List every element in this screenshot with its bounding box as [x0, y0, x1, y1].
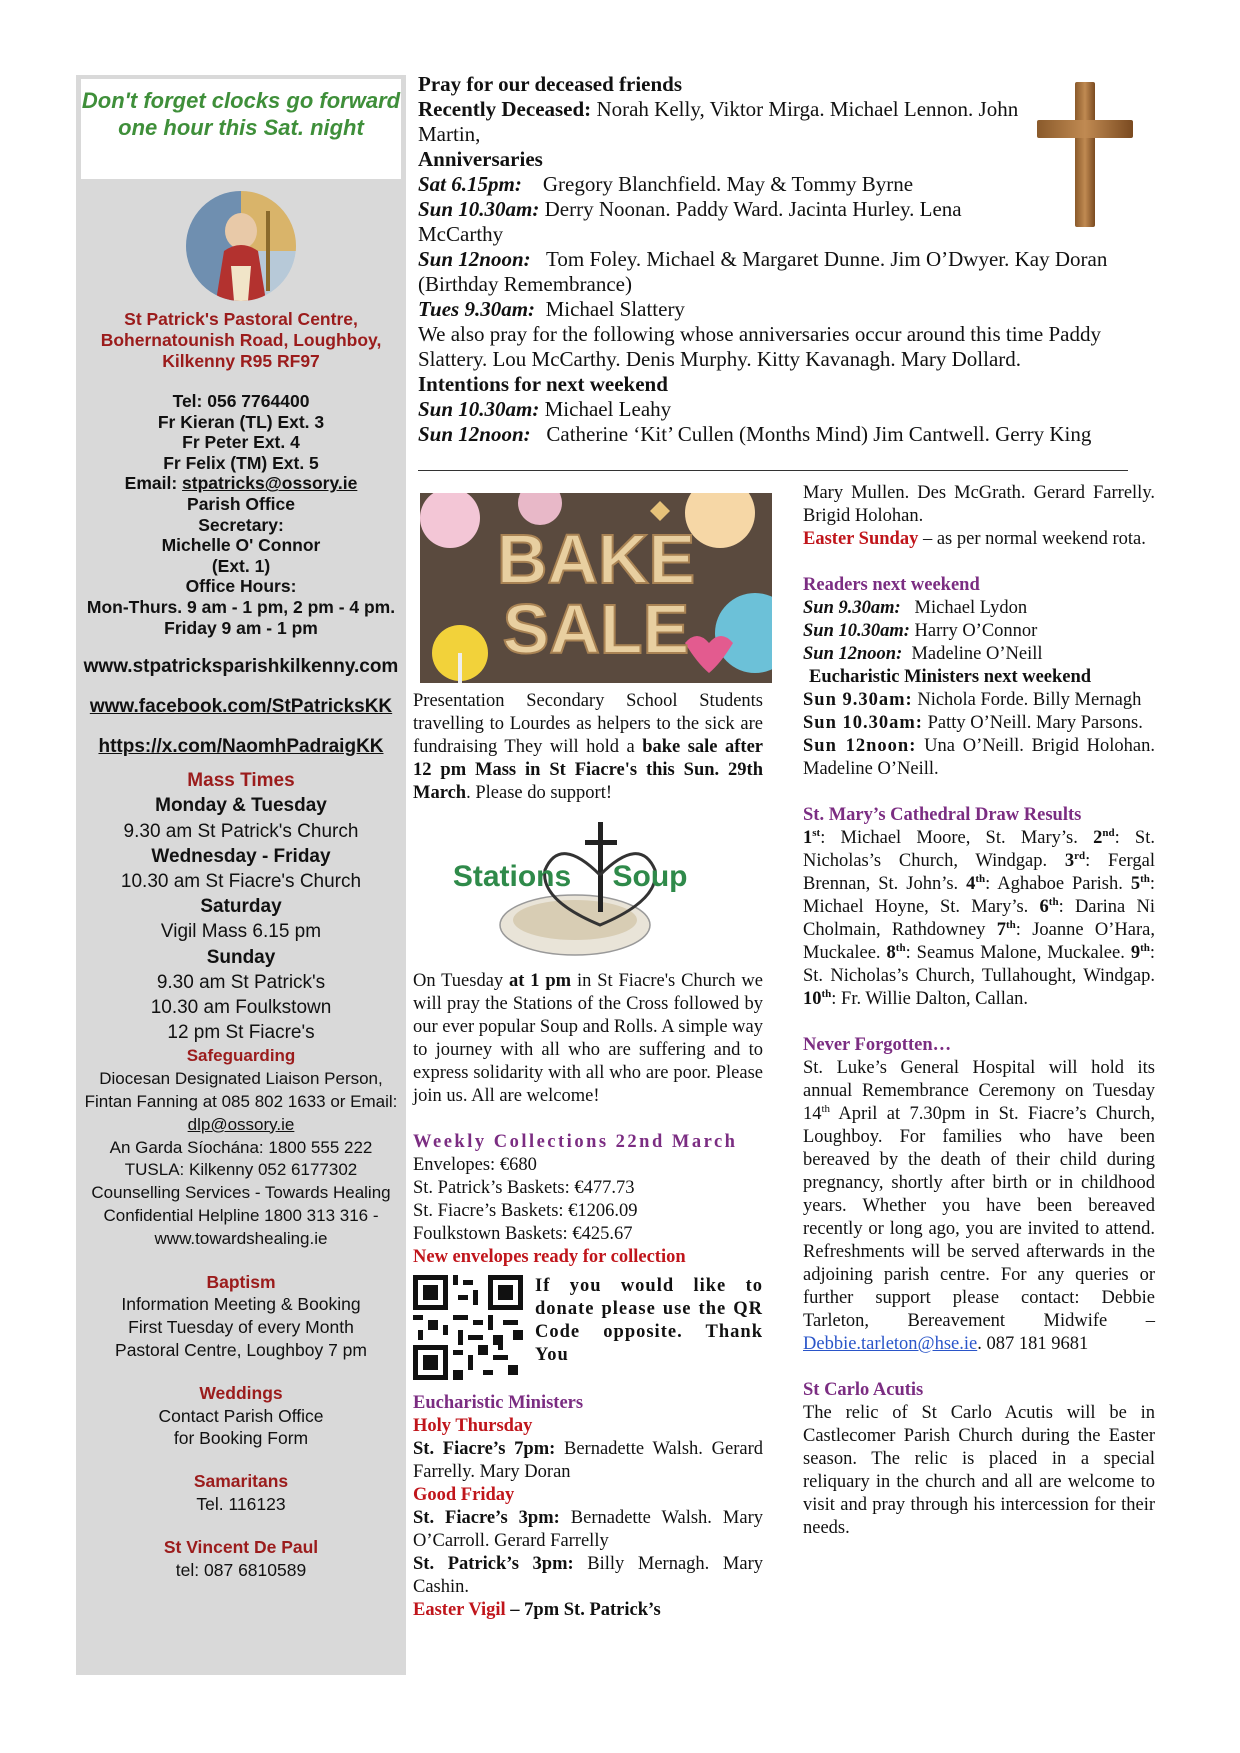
weddings-line: for Booking Form — [173, 1428, 309, 1449]
collection-line: Envelopes: €680 — [413, 1155, 537, 1175]
reader-entry: Sun 9.30am: Michael Lydon — [803, 598, 1028, 618]
holy-thursday-rota: St. Fiacre’s 7pm: Bernadette Walsh. Gerard Farrelly. Mary Doran — [413, 1439, 763, 1482]
bake-word: BAKE — [496, 520, 696, 598]
reader-entry: Sun 12noon: Madeline O’Neill — [803, 644, 1043, 664]
office-line: Michelle O' Connor — [161, 535, 321, 556]
mass-time: 10.30 am Foulkstown — [150, 996, 332, 1018]
em-title: Eucharistic Ministers — [413, 1393, 584, 1413]
deceased-heading: Pray for our deceased friends — [418, 72, 683, 96]
mass-day: Wednesday - Friday — [151, 845, 331, 867]
baptism-line: Pastoral Centre, Loughboy 7 pm — [115, 1339, 367, 1360]
helpline: www.towardshealing.ie — [154, 1228, 328, 1248]
right-column — [803, 482, 1155, 1540]
also-pray-text: We also pray for the following whose anniversaries occur around this time Paddy Slattery. Lou McCarthy. Denis Murphy. Kitty Kavanagh. Mary Dollard. — [418, 322, 1101, 371]
mass-time: 9.30 am St Patrick's Church — [123, 820, 359, 842]
weddings-line: Contact Parish Office — [158, 1405, 324, 1426]
bake-sale-image — [420, 493, 772, 683]
mass-time: 9.30 am St Patrick's — [156, 971, 326, 993]
office-line: Mon-Thurs. 9 am - 1 pm, 2 pm - 4 pm. — [86, 596, 396, 617]
draw-entry: 9th: St. Nicholas’s Church, Tullahought, Windgap. — [803, 941, 1155, 986]
sale-word: SALE — [502, 590, 690, 668]
anniversaries-title: Anniversaries — [418, 147, 543, 171]
soup-word: Soup — [612, 860, 688, 893]
facebook-link[interactable]: www.facebook.com/StPatricksKK — [89, 696, 393, 718]
never-forgotten-title: Never Forgotten… — [803, 1035, 952, 1055]
office-line: Friday 9 am - 1 pm — [164, 617, 318, 638]
never-forgotten-text: St. Luke’s General Hospital will hold its annual Remembrance Ceremony on Tuesday 14th April at 7.30pm in St. Fiacre’s Church, Loughboy. For families who have been bereaved by the death of their child during pregnancy, shortly after birth or in childhood years. Whether you have been bereaved recently or long ago, you are invited to attend. Refreshments will be served afterwards in the adjoining parish centre. For any queries or further support please contact: Debbie Tarleton, Bereavement Midwife – Debbie.tarleton@hse.ie. 087 181 9681 — [803, 1058, 1155, 1354]
section-divider — [418, 470, 1128, 471]
email-line: Email: stpatricks@ossory.ie — [124, 473, 358, 494]
centre-line: St Patrick's Pastoral Centre, — [124, 309, 358, 329]
centre-line: Bohernatounish Road, Loughboy, — [100, 330, 382, 350]
good-friday-title: Good Friday — [413, 1485, 515, 1505]
mass-day: Saturday — [200, 896, 282, 918]
safeguarding-line: Diocesan Designated Liaison Person, — [99, 1069, 383, 1089]
svdp-phone: tel: 087 6810589 — [175, 1559, 307, 1580]
bereavement-email-link[interactable]: Debbie.tarleton@hse.ie — [803, 1334, 978, 1354]
recently-deceased: Recently Deceased: Norah Kelly, Viktor Mirga. Michael Lennon. John Martin, — [418, 97, 1019, 146]
x-link[interactable]: https://x.com/NaomhPadraigKK — [98, 736, 384, 758]
draw-results-title: St. Mary’s Cathedral Draw Results — [803, 805, 1082, 825]
cross-image — [1035, 80, 1135, 230]
draw-entry: 2nd: St. Nicholas’s Church, Windgap. — [803, 826, 1155, 871]
svdp-title: St Vincent De Paul — [163, 1536, 319, 1557]
good-friday-rota: St. Patrick’s 3pm: Billy Mernagh. Mary Cashin. — [413, 1554, 763, 1597]
clergy-line: Fr Peter Ext. 4 — [182, 432, 300, 453]
mass-time: 10.30 am St Fiacre's Church — [120, 870, 362, 892]
reader-entry: Sun 10.30am: Harry O’Connor — [803, 621, 1038, 641]
good-friday-rota: St. Fiacre’s 3pm: Bernadette Walsh. Mary O’Carroll. Gerard Farrelly — [413, 1508, 763, 1551]
mass-day: Monday & Tuesday — [155, 795, 327, 817]
office-line: Parish Office — [187, 493, 295, 514]
anniversary-entry: Tues 9.30am: Michael Slattery — [418, 297, 685, 321]
mass-times-title: Mass Times — [187, 770, 295, 792]
website-link[interactable]: www.stpatricksparishkilkenny.com — [83, 656, 399, 678]
helpline: TUSLA: Kilkenny 052 6177302 — [124, 1160, 358, 1180]
phone-number: Tel: 056 7764400 — [172, 391, 310, 411]
easter-vigil-rota: Easter Vigil – 7pm St. Patrick’s — [413, 1600, 661, 1620]
draw-results — [803, 827, 1155, 1011]
envelopes-note: New envelopes ready for collection — [413, 1247, 686, 1267]
em-next-weekend-title: Eucharistic Ministers next weekend — [809, 667, 1092, 687]
draw-entry: 5th: Michael Hoyne, St. Mary’s. — [803, 872, 1155, 917]
mass-day: Sunday — [206, 946, 276, 968]
em-entry: Sun 12noon: Una O’Neill. Brigid Holohan. Madeline O’Neill. — [803, 736, 1155, 779]
donate-qr-code[interactable] — [413, 1275, 523, 1380]
em-entry: Sun 10.30am: Patty O’Neill. Mary Parsons. — [803, 713, 1143, 733]
baptism-line: First Tuesday of every Month — [128, 1317, 354, 1338]
intentions-title: Intentions for next weekend — [418, 372, 668, 396]
helpline: Confidential Helpline 1800 313 316 - — [103, 1205, 379, 1225]
samaritans-title: Samaritans — [193, 1471, 289, 1492]
baptism-title: Baptism — [206, 1271, 276, 1292]
baptism-line: Information Meeting & Booking — [121, 1294, 361, 1315]
stations-soup-image — [450, 820, 700, 965]
carlo-acutis-title: St Carlo Acutis — [803, 1380, 924, 1400]
mass-time: 12 pm St Fiacre's — [167, 1022, 315, 1044]
centre-line: Kilkenny R95 RF97 — [162, 351, 320, 371]
intention-entry: Sun 12noon: Catherine ‘Kit’ Cullen (Months Mind) Jim Cantwell. Gerry King — [418, 422, 1092, 446]
draw-entry: 6th: Darina Ni Cholmain, Rathdowney — [803, 895, 1155, 940]
carlo-acutis-text: The relic of St Carlo Acutis will be in Castlecomer Parish Church during the Easter season. The relic is placed in a special reliquary in the church and all are welcome to visit and pray through his intercession for their needs. — [803, 1403, 1155, 1538]
draw-entry: 1st: Michael Moore, St. Mary’s. — [803, 826, 1094, 848]
weddings-title: Weddings — [199, 1382, 283, 1403]
collection-line: Foulkstown Baskets: €425.67 — [413, 1224, 633, 1244]
clergy-line: Fr Kieran (TL) Ext. 3 — [157, 411, 325, 432]
draw-entry: 3rd: Fergal Brennan, St. John’s. — [803, 849, 1155, 894]
holy-thursday-title: Holy Thursday — [413, 1416, 533, 1436]
qr-donate-text: If you would like to donate please use the QR Code opposite. Thank You — [535, 1276, 763, 1365]
office-line: (Ext. 1) — [211, 555, 271, 576]
clergy-line: Fr Felix (TM) Ext. 5 — [163, 452, 319, 473]
readers-title: Readers next weekend — [803, 575, 980, 595]
easter-sunday-rota: Easter Sunday – as per normal weekend rota. — [803, 529, 1146, 549]
office-line: Office Hours: — [185, 576, 297, 597]
parish-logo — [186, 191, 296, 301]
em-entry: Sun 9.30am: Nichola Forde. Billy Mernagh — [803, 690, 1142, 710]
clock-change-notice: Don't forget clocks go forward one hour this Sat. night — [81, 79, 401, 179]
easter-vigil-names: Mary Mullen. Des McGrath. Gerard Farrelly. Brigid Holohan. — [803, 483, 1155, 526]
middle-column — [413, 970, 763, 1622]
anniversary-entry: Sun 10.30am: Derry Noonan. Paddy Ward. Jacinta Hurley. Lena McCarthy — [418, 197, 967, 246]
anniversary-entry: Sun 12noon: Tom Foley. Michael & Margaret Dunne. Jim O’Dwyer. Kay Doran (Birthday Remembrance) — [418, 247, 1113, 296]
stations-word: Stations — [452, 860, 572, 893]
stations-text: On Tuesday at 1 pm in St Fiacre's Church we will pray the Stations of the Cross followed by our ever popular Soup and Rolls. A simple way to journey with all who are suffering and to express solidarity with all who are poor. Please join us. All are welcome! — [413, 971, 763, 1106]
safeguarding-title: Safeguarding — [186, 1046, 296, 1066]
parish-info-sidebar — [76, 75, 406, 1675]
draw-entry: 4th: Aghaboe Parish. — [966, 872, 1131, 894]
safeguarding-line: Fintan Fanning at 085 802 1633 or Email: — [84, 1091, 398, 1111]
office-line: Secretary: — [198, 514, 284, 535]
safeguarding-email[interactable]: dlp@ossory.ie — [187, 1114, 295, 1134]
anniversary-entry: Sat 6.15pm: Gregory Blanchfield. May & Tommy Byrne — [418, 172, 914, 196]
helpline: Counselling Services - Towards Healing — [91, 1183, 391, 1203]
intention-entry: Sun 10.30am: Michael Leahy — [418, 397, 672, 421]
draw-entry: 10th: Fr. Willie Dalton, Callan. — [803, 987, 1029, 1009]
collection-line: St. Fiacre’s Baskets: €1206.09 — [413, 1201, 638, 1221]
samaritans-phone: Tel. 116123 — [196, 1493, 286, 1514]
bake-sale-text: Presentation Secondary School Students travelling to Lourdes as helpers to the sick are fundraising They will hold a bake sale after 12 pm Mass in St Fiacre's this Sun. 29th March. Please do support! — [413, 691, 763, 803]
draw-entry: 7th: Joanne O’Hara, Muckalee. — [803, 918, 1155, 963]
collection-line: St. Patrick’s Baskets: €477.73 — [413, 1178, 635, 1198]
mass-time: Vigil Mass 6.15 pm — [160, 921, 322, 943]
collections-title: Weekly Collections 22nd March — [413, 1132, 738, 1152]
draw-entry: 8th: Seamus Malone, Muckalee. — [886, 941, 1131, 963]
helpline: An Garda Síochána: 1800 555 222 — [109, 1137, 373, 1157]
email-link[interactable]: stpatricks@ossory.ie — [182, 473, 358, 494]
